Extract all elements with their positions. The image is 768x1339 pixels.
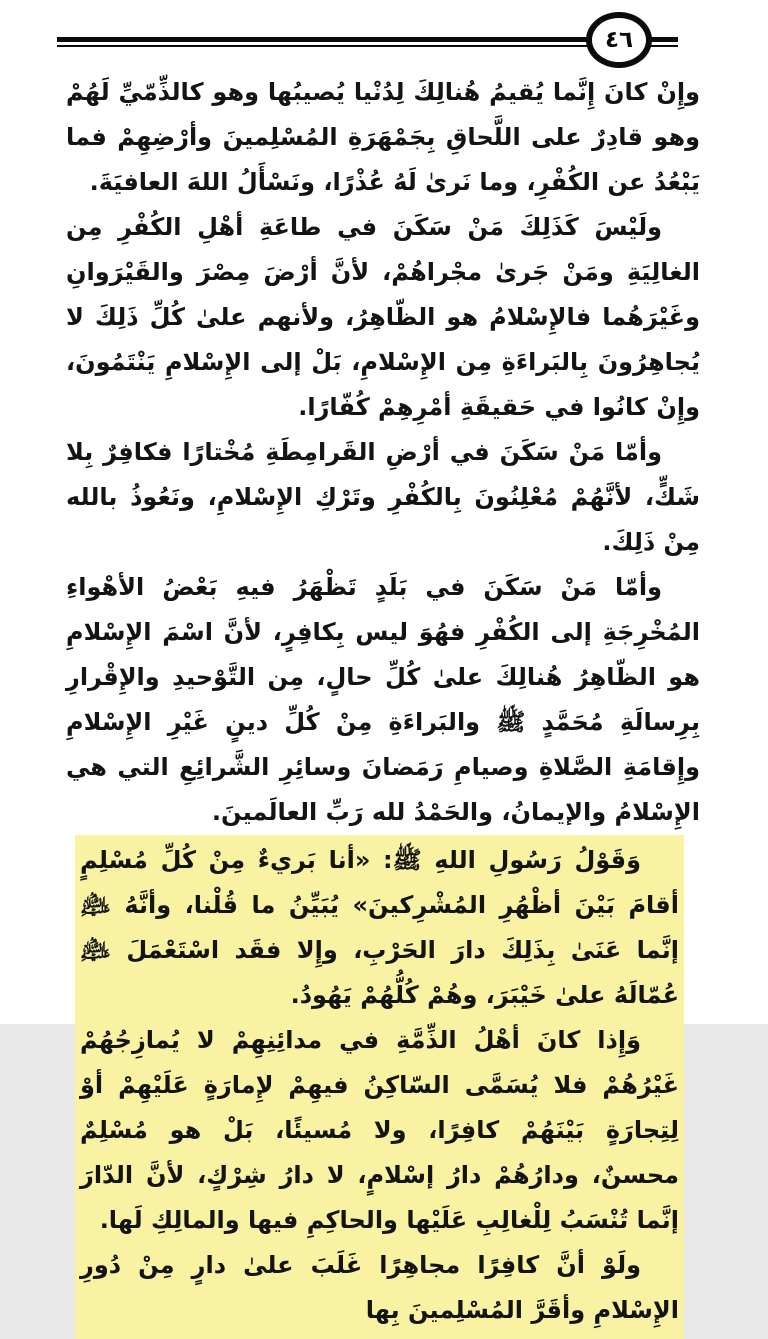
text-column [66, 70, 700, 1339]
paragraph-6: وَإِذا كانَ أهْلُ الذِّمَّةِ في مدائِنِهِمْ لا يُمازِجُهُمْ غَيْرُهُمْ فلا يُسَمَّى السّاكِنُ فيهِمْ لإِمارَةٍ عَلَيْهِمْ أوْ لِتِجارَةٍ بَيْنَهُمْ كافِرًا، ولا مُسيئًا، بَلْ هو مُسْلِمٌ محسنٌ، ودارُهُمْ دارُ إسْلامٍ، لا دارُ شِرْكٍ، لأنَّ الدّارَ إنَّما تُنْسَبُ لِلْغالِبِ عَلَيْها والحاكِمِ فيها والمالِكِ لَها. [80, 1026, 679, 1234]
header-rule-left-thin [57, 45, 597, 47]
paragraph-4: وأمّا مَنْ سَكَنَ في بَلَدٍ تَظْهَرُ فيهِ بَعْضُ الأهْواءِ المُخْرِجَةِ إلى الكُفْرِ فهُوَ ليس بِكافِرٍ، لأنَّ اسْمَ الإِسْلامِ هو الظّاهِرُ هُنالِكَ علىٰ كُلِّ حالٍ، مِن التَّوْحيدِ والإِقْرارِ بِرِسالَةِ مُحَمَّدٍ ﷺ والبَراءَةِ مِنْ كُلِّ دينٍ غَيْرِ الإِسْلامِ وإِقامَةِ الصَّلاةِ وصيامِ رَمَضانَ وسائِرِ الشَّرائِعِ التي هي الإِسْلامُ والإيمانُ، والحَمْدُ لله رَبِّ العالَمينَ. [66, 573, 700, 826]
paragraph-5: وَقَوْلُ رَسُولِ اللهِ ﷺ: «أنا بَريءٌ مِنْ كُلِّ مُسْلِمٍ أقامَ بَيْنَ أظْهُرِ المُشْرِكينَ» يُبَيِّنُ ما قُلْنا، وأنَّهُ ﵇ إنَّما عَنَىٰ بِذَلِكَ دارَ الحَرْبِ، وإِلا فقَد اسْتَعْمَلَ ﵇ عُمّالَهُ علىٰ خَيْبَرَ، وهُمْ كُلُّهُمْ يَهُودُ. [80, 846, 679, 1009]
header-rule-left-thick [57, 37, 597, 42]
paragraph-7: ولَوْ أنَّ كافِرًا مجاهِرًا غَلَبَ علىٰ دارٍ مِنْ دُورِ الإِسْلامِ وأقَرَّ المُسْلِمينَ بِها [80, 1251, 679, 1324]
page-number: ٤٦ [604, 27, 634, 53]
paragraph-1: وإِنْ كانَ إِنَّما يُقيمُ هُنالِكَ لِدُنْيا يُصيبُها وهو كالذِّمّيِّ لَهُمْ وهو قادِرٌ على اللَّحاقِ بِجَمْهَرَةِ المُسْلِمينَ وأرْضِهِمْ فما يَبْعُدُ عن الكُفْرِ، وما نَرىٰ لَهُ عُذْرًا، ونَسْأَلُ اللهَ العافيَةَ. [66, 78, 700, 196]
paragraph-3: وأمّا مَنْ سَكَنَ في أرْضِ القَرامِطَةِ مُخْتارًا فكافِرٌ بِلا شَكٍّ، لأنَّهُمْ مُعْلِنُونَ بِالكُفْرِ وتَرْكِ الإِسْلامِ، ونَعُوذُ بالله مِنْ ذَلِكَ. [66, 438, 700, 556]
page-number-badge [586, 12, 652, 68]
paragraph-2: ولَيْسَ كَذَلِكَ مَنْ سَكَنَ في طاعَةِ أهْلِ الكُفْرِ مِن الغالِيَةِ ومَنْ جَرىٰ مجْراهُمْ، لأنَّ أرْضَ مِصْرَ والقَيْرَوانِ وغَيْرَهُما فالإِسْلامُ هو الظّاهِرُ، ولأنهم علىٰ كُلِّ ذَلِكَ لا يُجاهِرُونَ بِالبَراءَةِ مِن الإِسْلامِ، بَلْ إلى الإِسْلامِ يَنْتَمُونَ، وإِنْ كانُوا في حَقيقَةِ أمْرِهِمْ كُفّارًا. [66, 213, 700, 421]
highlighted-passage [75, 835, 684, 1339]
